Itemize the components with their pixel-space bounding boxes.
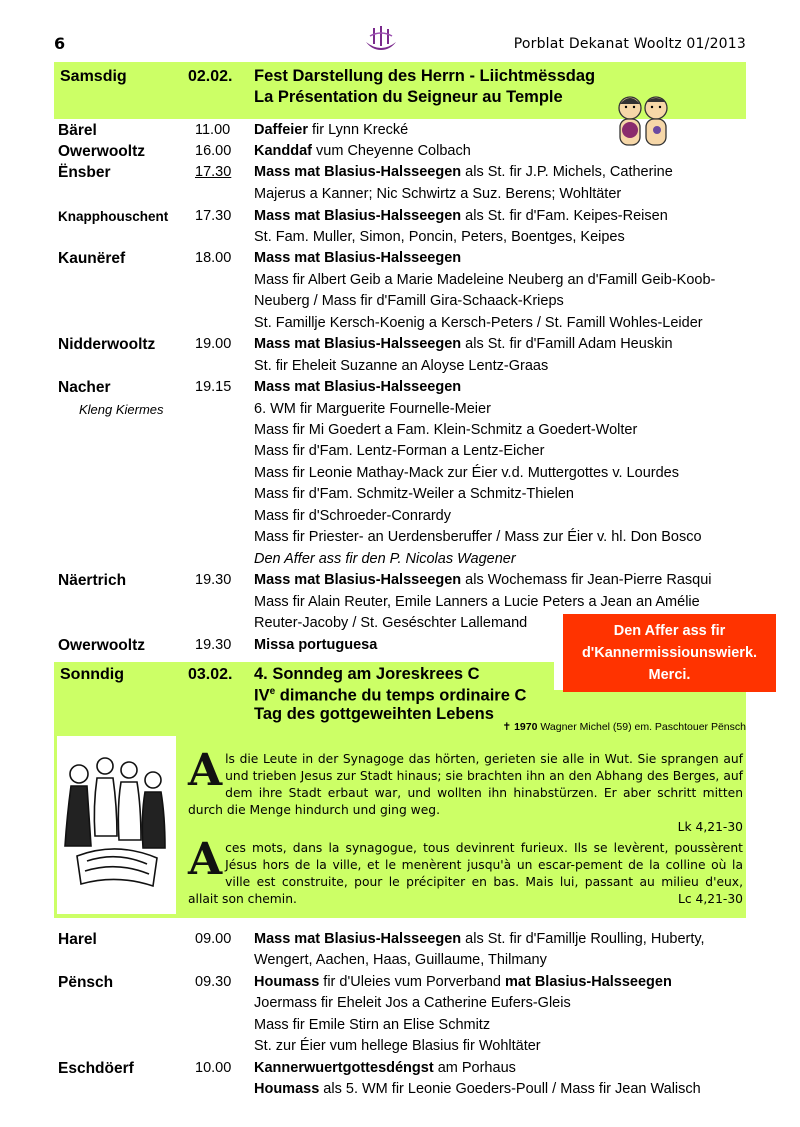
entry-text: Mass fir d'Schroeder-Conrardy bbox=[254, 508, 451, 524]
entry-text: Reuter-Jacoby / St. Geséschter Lallemand bbox=[254, 615, 528, 631]
gospel-reference: Lc 4,21-30 bbox=[678, 892, 743, 906]
entry-text: Missa portuguesa bbox=[254, 637, 378, 653]
time: 19.00 bbox=[195, 336, 232, 352]
time: 18.00 bbox=[195, 250, 232, 266]
entry-text: Mass mat Blasius-Halsseegen als St. fir d'Familljе Roulling, Huberty, bbox=[254, 931, 705, 947]
time: 10.00 bbox=[195, 1060, 232, 1076]
offering-notice bbox=[563, 614, 776, 692]
obituary-note: ✝ 1970 Wagner Michel (59) em. Paschtouer Pënsch bbox=[502, 721, 746, 733]
cross-icon: ✝ bbox=[502, 721, 512, 733]
day-label: Sonndig bbox=[60, 666, 124, 683]
entry-text: Mass fir Albert Geib a Marie Madeleine Neuberg an d'Famill Geib-Koob- bbox=[254, 272, 716, 288]
parish-logo-icon bbox=[362, 24, 400, 54]
time: 19.30 bbox=[195, 572, 232, 588]
gospel-french bbox=[188, 834, 743, 908]
place-name: Harel bbox=[58, 931, 97, 948]
time: 17.30 bbox=[195, 164, 232, 180]
notice-line: d'Kannermissiounswierk. bbox=[581, 645, 758, 661]
entry-text: Wengert, Aachen, Haas, Guillaume, Thilmany bbox=[254, 952, 547, 968]
time: 11.00 bbox=[195, 122, 231, 138]
entry-text: Mass fir Leonie Mathay-Mack zur Éier v.d. Muttergottes v. Lourdes bbox=[254, 465, 679, 481]
entry-text: St. Fam. Muller, Simon, Poncin, Peters, Boentges, Keipes bbox=[254, 229, 625, 245]
entry-text: Den Affer ass fir den P. Nicolas Wagener bbox=[254, 551, 516, 567]
time: 09.00 bbox=[195, 931, 232, 947]
time: 09.30 bbox=[195, 974, 232, 990]
sunday-subtitle: Tag des gottgeweihten Lebens bbox=[254, 705, 494, 723]
entry-text: Mass fir Emile Stirn an Elise Schmitz bbox=[254, 1017, 491, 1033]
entry-text: St. zur Éier vum hellege Blasius fir Wohltäter bbox=[254, 1038, 541, 1054]
time: 19.30 bbox=[195, 637, 232, 653]
place-name: Owerwooltz bbox=[58, 143, 145, 160]
drop-cap: A bbox=[188, 745, 223, 796]
time: 17.30 bbox=[195, 208, 232, 224]
gospel-german bbox=[188, 745, 743, 836]
entry-text: Mass mat Blasius-Halsseegen bbox=[254, 250, 462, 266]
place-name: Owerwooltz bbox=[58, 637, 145, 654]
children-illustration-icon bbox=[612, 92, 676, 150]
entry-text: Joermass fir Eheleit Jos a Catherine Eufers-Gleis bbox=[254, 995, 571, 1011]
drop-cap: A bbox=[188, 834, 223, 885]
entry-text: Mass mat Blasius-Halsseegen als Wochemass fir Jean-Pierre Rasqui bbox=[254, 572, 712, 588]
place-name: Bärel bbox=[58, 122, 97, 139]
entry-text: Houmass als 5. WM fir Leonie Goeders-Poull / Mass fir Jean Walisch bbox=[254, 1081, 701, 1097]
entry-text: Mass mat Blasius-Halsseegen als St. fir d'Famill Adam Heuskin bbox=[254, 336, 673, 352]
place-name: Knapphouschent bbox=[58, 209, 169, 224]
time: 16.00 bbox=[195, 143, 232, 159]
entry-text: Mass fir d'Fam. Lentz-Forman a Lentz-Eicher bbox=[254, 443, 545, 459]
entry-text: Mass mat Blasius-Halsseegen als St. fir J.P. Michels, Catherine bbox=[254, 164, 673, 180]
place-note: Kleng Kiermes bbox=[79, 402, 164, 417]
feast-title-fr: La Présentation du Seigneur au Temple bbox=[254, 88, 563, 106]
entry-text: Kannerwuertgottesdéngst am Porhaus bbox=[254, 1060, 516, 1076]
entry-text: Mass mat Blasius-Halsseegen als St. fir d'Fam. Keipes-Reisen bbox=[254, 208, 668, 224]
date-label: 03.02. bbox=[188, 666, 233, 683]
entry-text: St. fir Eheleit Suzanne an Aloyse Lentz-Graas bbox=[254, 358, 549, 374]
place-name: Ënsber bbox=[58, 164, 111, 181]
entry-text: Neuberg / Mass fir d'Famill Gira-Schaack-Krieps bbox=[254, 293, 564, 309]
time: 19.15 bbox=[195, 379, 232, 395]
publication-title: Porblat Dekanat Wooltz 01/2013 bbox=[513, 36, 746, 52]
entry-text: Mass fir Mi Goedert a Fam. Klein-Schmitz a Goedert-Wolter bbox=[254, 422, 638, 438]
notice-line: Merci. bbox=[648, 667, 691, 683]
entry-text: 6. WM fir Marguerite Fournelle-Meier bbox=[254, 401, 491, 417]
entry-text: Mass fir d'Fam. Schmitz-Weiler a Schmitz-Thielen bbox=[254, 486, 574, 502]
entry-text: Houmass fir d'Uleies vum Porverband mat Blasius-Halsseegen bbox=[254, 974, 672, 990]
entry-text: Kanddaf vum Cheyenne Colbach bbox=[254, 143, 471, 159]
sunday-title: 4. Sonndeg am Joreskrees C bbox=[254, 665, 480, 683]
synagogue-crowd-illustration bbox=[57, 736, 176, 914]
entry-text: Mass mat Blasius-Halsseegen bbox=[254, 379, 462, 395]
page-number: 6 bbox=[54, 34, 66, 53]
date-label: 02.02. bbox=[188, 68, 233, 85]
place-name: Nacher bbox=[58, 379, 111, 396]
gospel-text: ces mots, dans la synagogue, tous devinrent furieux. Ils se levèrent, poussèrent Jésus hors de la ville, et le menèrent jusqu'à un escar-pement de la colline où la ville est construite, pour le précipiter en bas. Mais lui, passant au milieu d'eux, allait son chemin. bbox=[188, 841, 743, 906]
feast-title-lu: Fest Darstellung des Herrn - Liichtmëssdag bbox=[254, 67, 596, 85]
place-name: Nidderwooltz bbox=[58, 336, 156, 353]
gospel-text: ls die Leute in der Synagoge das hörten, gerieten sie alle in Wut. Sie sprangen auf und trieben Jesus zur Stadt hinaus; sie brachten ihn an den Abhang des Berges, auf dem ihre Stadt erbaut war, und wollten ihn hinabstürzen. Er aber schritt mitten durch die Menge hindurch und ging weg. bbox=[188, 752, 743, 817]
gospel-reference: Lk 4,21-30 bbox=[677, 820, 743, 834]
place-name: Eschdöerf bbox=[58, 1060, 134, 1077]
entry-text: Majerus a Kanner; Nic Schwirtz a Suz. Berens; Wohltäter bbox=[254, 186, 622, 202]
notice-line: Den Affer ass fir bbox=[613, 623, 726, 639]
place-name: Pënsch bbox=[58, 974, 114, 991]
place-name: Näertrich bbox=[58, 572, 127, 589]
day-label: Samsdig bbox=[60, 68, 127, 85]
entry-text: Mass fir Alain Reuter, Emile Lanners a Lucie Peters a Jean an Amélie bbox=[254, 594, 700, 610]
entry-text: St. Familljе Kersch-Koenig a Kersch-Peters / St. Famill Wohles-Leider bbox=[254, 315, 703, 331]
entry-text: Daffeier fir Lynn Krecké bbox=[254, 122, 409, 138]
place-name: Kaunëref bbox=[58, 250, 126, 267]
sunday-title-fr: IVe dimanche du temps ordinaire C bbox=[254, 686, 527, 705]
page-header bbox=[54, 28, 746, 58]
entry-text: Mass fir Priester- an Uerdensberuffer / Mass zur Éier v. hl. Don Bosco bbox=[254, 529, 702, 545]
